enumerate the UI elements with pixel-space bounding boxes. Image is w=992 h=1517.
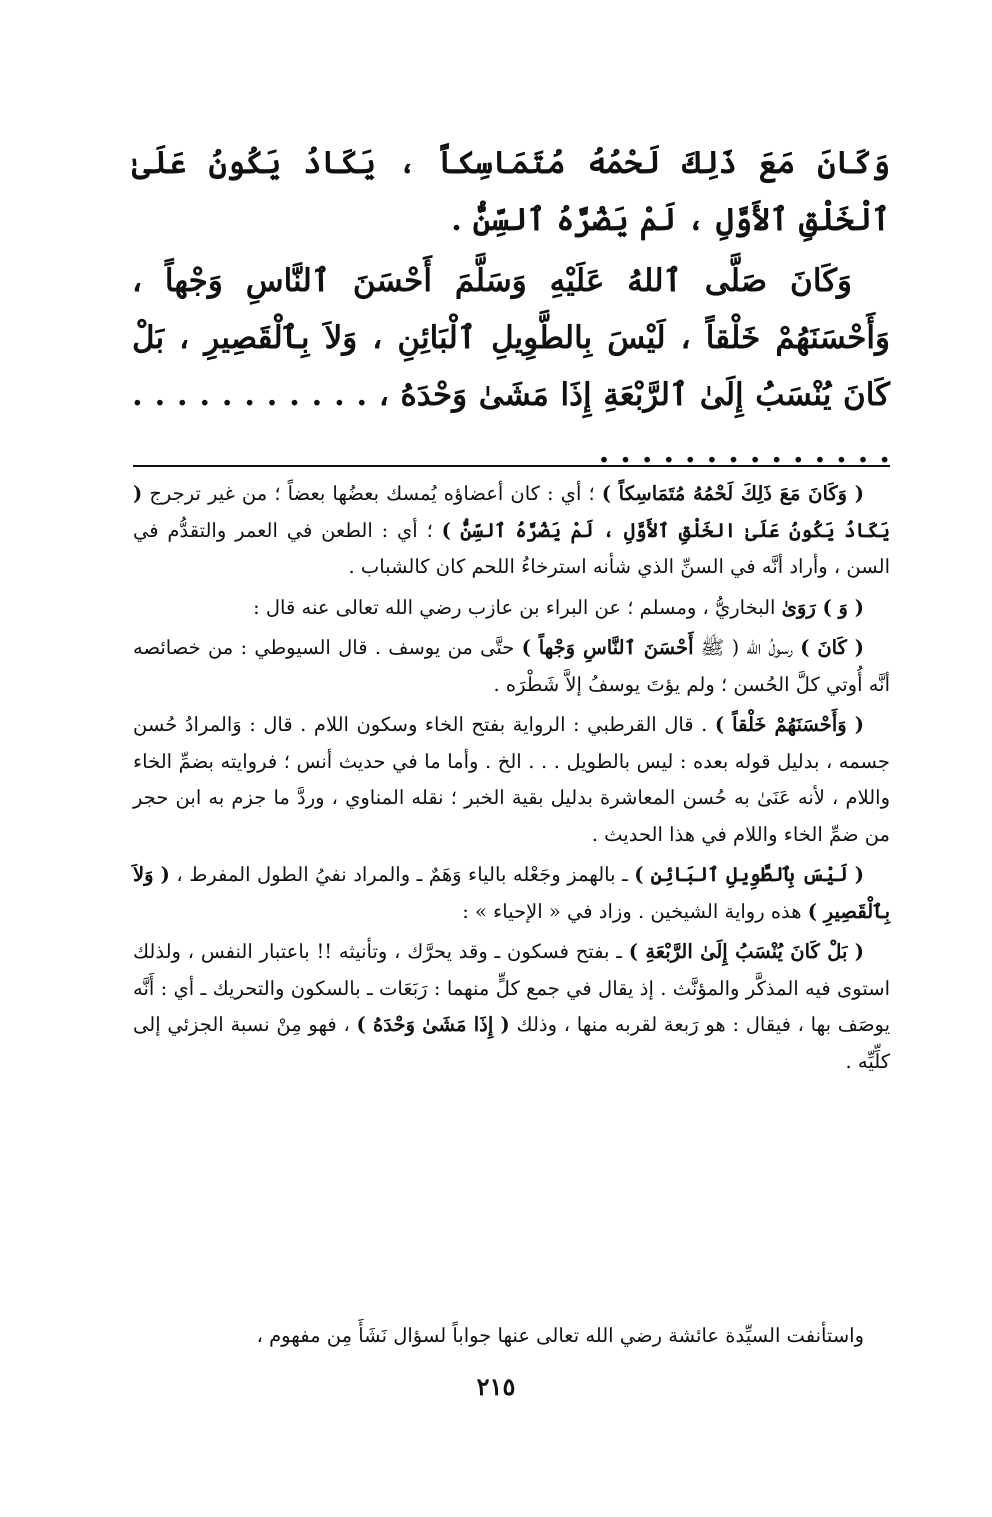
note-1-text-2: ؛ أي : الطعن في العمر والتقدُّم في السن ، وأراد أنَّه في السنِّ الذي شأنه استرخاءُ اللحم كان كالشباب .: [133, 518, 890, 578]
note-3-text: رسولُ الله ( ﷺ: [693, 636, 801, 659]
note-6-text-2: ، فهو مِنْ نسبة الجزئي إلى كلِّيِّه .: [133, 1013, 890, 1073]
page-number: ٢١٥: [476, 1372, 516, 1401]
note-6: [133, 934, 890, 1080]
note-2-text: البخاريُّ ، ومسلم ؛ عن البراء بن عازب رضي الله تعالى عنه قال :: [253, 595, 782, 619]
main-paragraph-2: وَكَانَ صَلَّى ٱللهُ عَلَيْهِ وَسَلَّمَ أَحْسَنَ ٱلنَّاسِ وَجْهاً ، وَأَحْسَنَهُمْ خَلْقاً ، لَيْسَ بِالطَّوِيلِ ٱلْبَائِنِ ، وَلاَ بِٱلْقَصِيرِ ، بَلْ كَانَ يُنْسَبُ إِلَىٰ ٱلرَّبْعَةِ إِذَا مَشَىٰ وَحْدَهُ ، . . . . . . . . . . . . . . . . . . . . . . . . .: [132, 263, 890, 470]
main-paragraph-1: وَكَانَ مَعَ ذَلِكَ لَحْمُهُ مُتَمَاسِكاً ، يَكَادُ يَكُونُ عَلَىٰ ٱلْخَلْقِ ٱلأَوَّلِ ، لَمْ يَضُرَّهُ ٱلسِّنُّ .: [132, 145, 890, 238]
note-4-quote: ( وَأَحْسَنَهُمْ خَلْقاً ): [714, 713, 864, 736]
main-text: [132, 135, 890, 481]
note-1-quote: ( وَكَانَ مَعَ ذَلِكَ لَحْمُهُ مُتَمَاسِكاً ): [601, 482, 864, 505]
note-6-quote-2: ( إِذَا مَشَىٰ وَحْدَهُ ): [356, 1013, 510, 1036]
note-4: [133, 707, 890, 853]
note-1-quote-2: ( يَكَادُ يَكُونُ عَلَىٰ الخَلْقِ ٱلأَوَّلِ ، لَمْ يَضُرَّهُ ٱلسِّنُّ ): [133, 482, 890, 542]
note-3-quote: ( كَانَ ): [800, 636, 864, 659]
footnote-separator: [133, 465, 890, 467]
note-6-quote: ( بَلْ كَانَ يُنْسَبُ إِلَىٰ الرَّبْعَةِ ): [628, 940, 864, 963]
note-5-text-2: هذه رواية الشيخين . وزاد في « الإحياء » :: [462, 899, 808, 923]
note-4-text: . قال القرطبي : الرواية بفتح الخاء وسكون اللام . قال : وَالمرادُ حُسن جسمه ، بدليل قوله بعده : ليس بالطويل . . . الخ . وأما ما في حديث أنس ؛ فروايته بضمِّ الخاء واللام ، لأنه عَنَىٰ به حُسن المعاشرة بدليل بقية الخبر ؛ نقله المناوي ، وردَّ ما جزم به ابن حجر من ضمِّ الخاء واللام في هذا الحديث .: [133, 713, 890, 846]
note-5-quote: ( لَيْسَ بِٱلطَّوِيلِ ٱلبَائِنِ ): [634, 863, 864, 886]
note-6-text: ـ بفتح فسكون ـ وقد يحرَّك ، وتأنيثه !! باعتبار النفس ، ولذلك استوى فيه المذكَّر والمؤنَّث . إذ يقال في جمع كلٍّ منهما : رَبَعَات ـ بالسكون والتحريك ـ أي : أَنَّه يوصَف بها ، فيقال : هو رَبعة لقربه منها ، وذلك: [133, 940, 890, 1036]
note-5: [133, 857, 890, 930]
note-5-text: ـ بالهمز وجَعْله بالياء وَهَمٌ ـ والمراد نفيُ الطول المفرط ،: [169, 863, 635, 886]
note-1-text: ؛ أي : كان أعضاؤه يُمسك بعضُها بعضاً ؛ من غير ترجرج: [142, 482, 602, 505]
note-3-quote-2: أَحْسَنَ ٱلنَّاسِ وَجْهاً ): [521, 636, 694, 659]
note-2: [133, 590, 890, 627]
note-3-text-2: حتَّى من يوسف . قال السيوطي : من خصائصه أنَّه أُوتي كلَّ الحُسن ؛ ولم يؤتَ يوسفُ إلاَّ شَطْرَه .: [133, 636, 890, 696]
note-3: [133, 630, 890, 703]
note-1: [133, 476, 890, 586]
commentary-notes: [133, 476, 890, 1084]
note-5-quote-2: ( وَلاَ بِٱلْقَصِيرِ ): [133, 863, 890, 923]
note-2-quote: ( وَ ) رَوَىٰ: [781, 595, 864, 619]
continuation-line: واستأنفت السيِّدة عائشة رضي الله تعالى عنها جواباً لسؤال نَشَأَ مِن مفهوم ،: [256, 1324, 864, 1347]
